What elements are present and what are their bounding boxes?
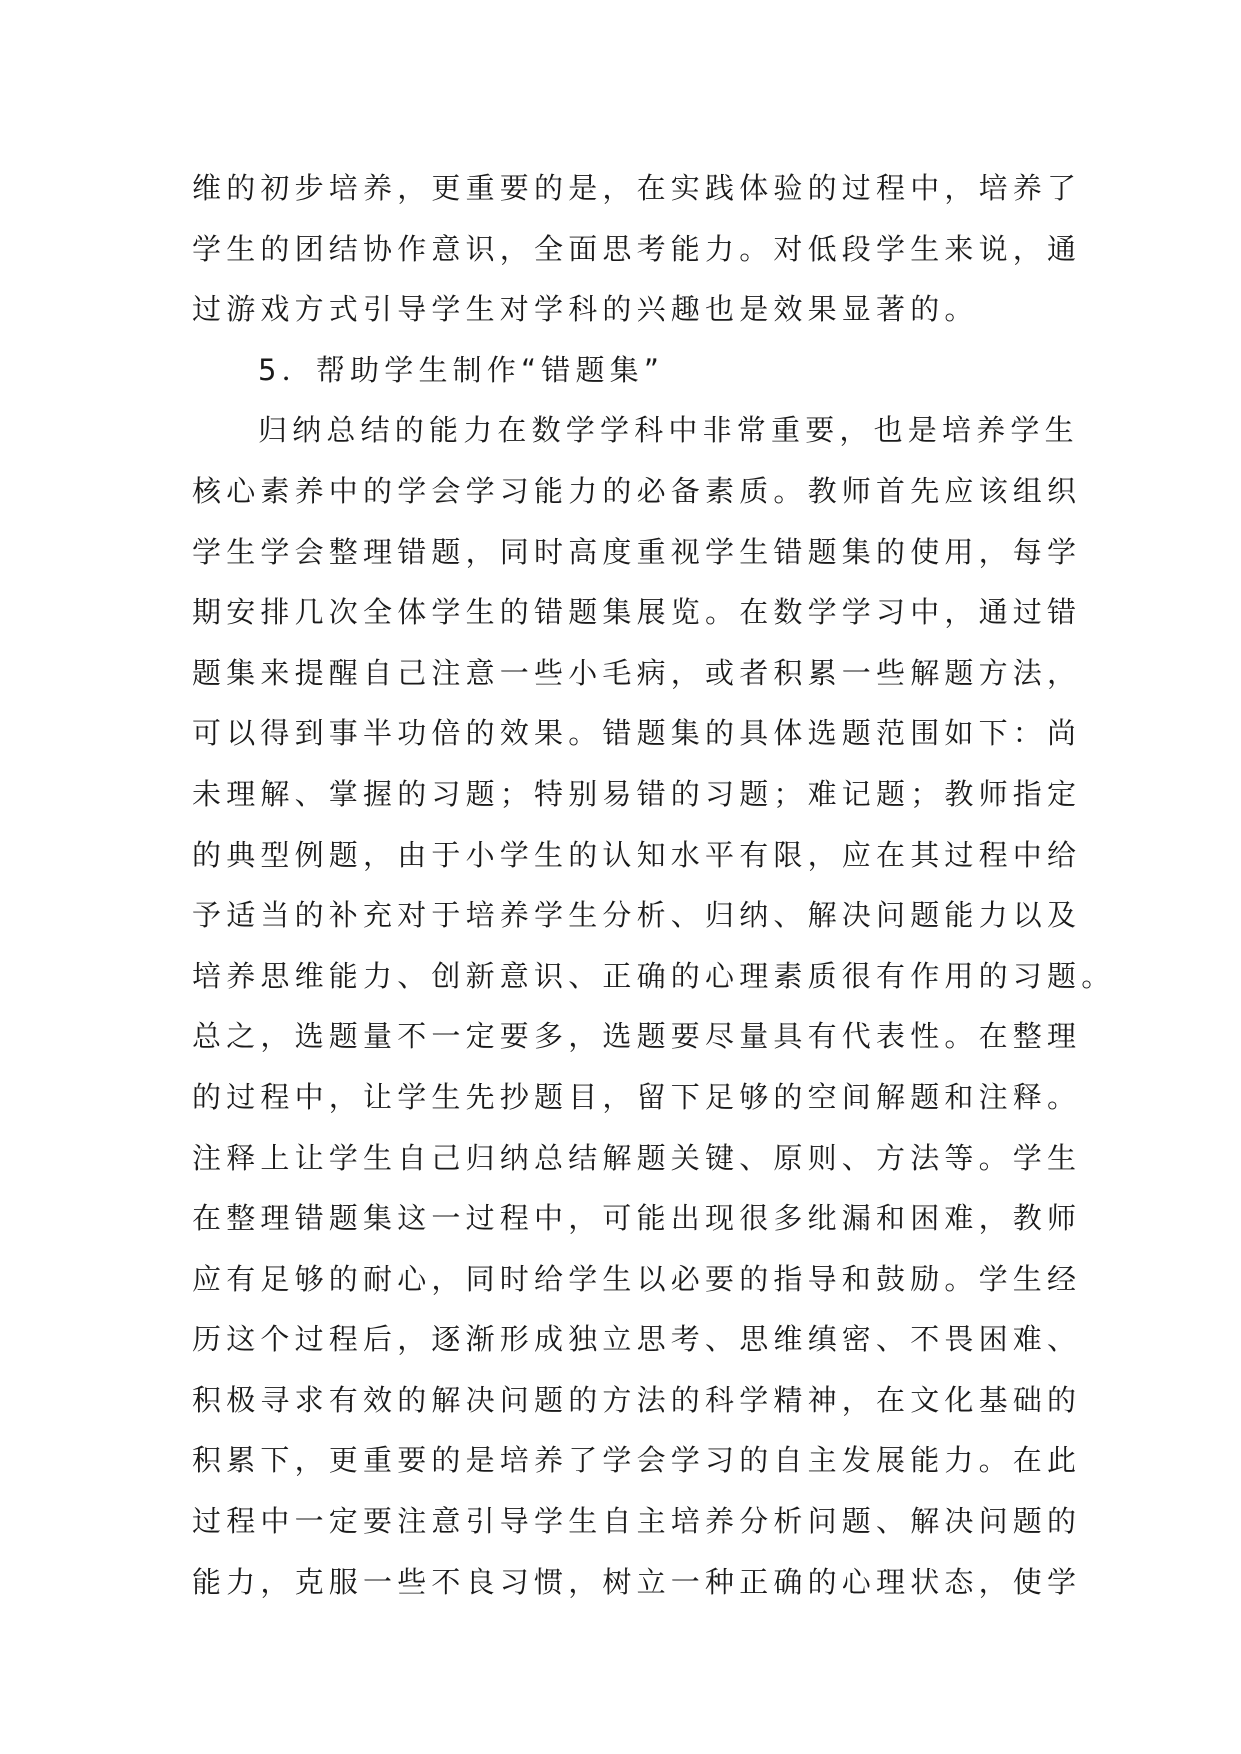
section-heading: 5．帮助学生制作“错题集” [258,352,665,387]
text-line: 学生学会整理错题，同时高度重视学生错题集的使用，每学 [192,534,1082,569]
text-line: 应有足够的耐心，同时给学生以必要的指导和鼓励。学生经 [192,1261,1082,1296]
body-text [192,158,1116,1612]
text-line: 题集来提醒自己注意一些小毛病，或者积累一些解题方法， [192,655,1082,690]
text-line: 在整理错题集这一过程中，可能出现很多纰漏和困难，教师 [192,1201,1082,1236]
text-line: 积极寻求有效的解决问题的方法的科学精神，在文化基础的 [192,1382,1082,1417]
text-line: 培养思维能力、创新意识、正确的心理素质很有作用的习题。 [192,958,1116,993]
text-line: 历这个过程后，逐渐形成独立思考、思维缜密、不畏困难、 [192,1322,1082,1357]
text-line: 的过程中，让学生先抄题目，留下足够的空间解题和注释。 [192,1079,1082,1114]
text-line: 的典型例题，由于小学生的认知水平有限，应在其过程中给 [192,837,1082,872]
text-line: 过游戏方式引导学生对学科的兴趣也是效果显著的。 [192,292,979,327]
text-line: 归纳总结的能力在数学学科中非常重要，也是培养学生 [258,413,1079,448]
text-line: 维的初步培养，更重要的是，在实践体验的过程中，培养了 [192,171,1082,205]
text-line: 可以得到事半功倍的效果。错题集的具体选题范围如下：尚 [192,716,1082,751]
text-line: 过程中一定要注意引导学生自主培养分析问题、解决问题的 [192,1504,1082,1539]
text-line: 注释上让学生自己归纳总结解题关键、原则、方法等。学生 [192,1140,1082,1175]
text-line: 总之，选题量不一定要多，选题要尽量具有代表性。在整理 [192,1019,1082,1054]
text-line: 未理解、掌握的习题；特别易错的习题；难记题；教师指定 [192,776,1082,811]
text-line: 能力，克服一些不良习惯，树立一种正确的心理状态，使学 [192,1564,1082,1599]
text-line: 核心素养中的学会学习能力的必备素质。教师首先应该组织 [192,473,1082,508]
text-line: 学生的团结协作意识，全面思考能力。对低段学生来说，通 [192,231,1082,266]
text-line: 期安排几次全体学生的错题集展览。在数学学习中，通过错 [192,595,1082,630]
text-line: 予适当的补充对于培养学生分析、归纳、解决问题能力以及 [192,898,1082,933]
text-line: 积累下，更重要的是培养了学会学习的自主发展能力。在此 [192,1443,1082,1478]
